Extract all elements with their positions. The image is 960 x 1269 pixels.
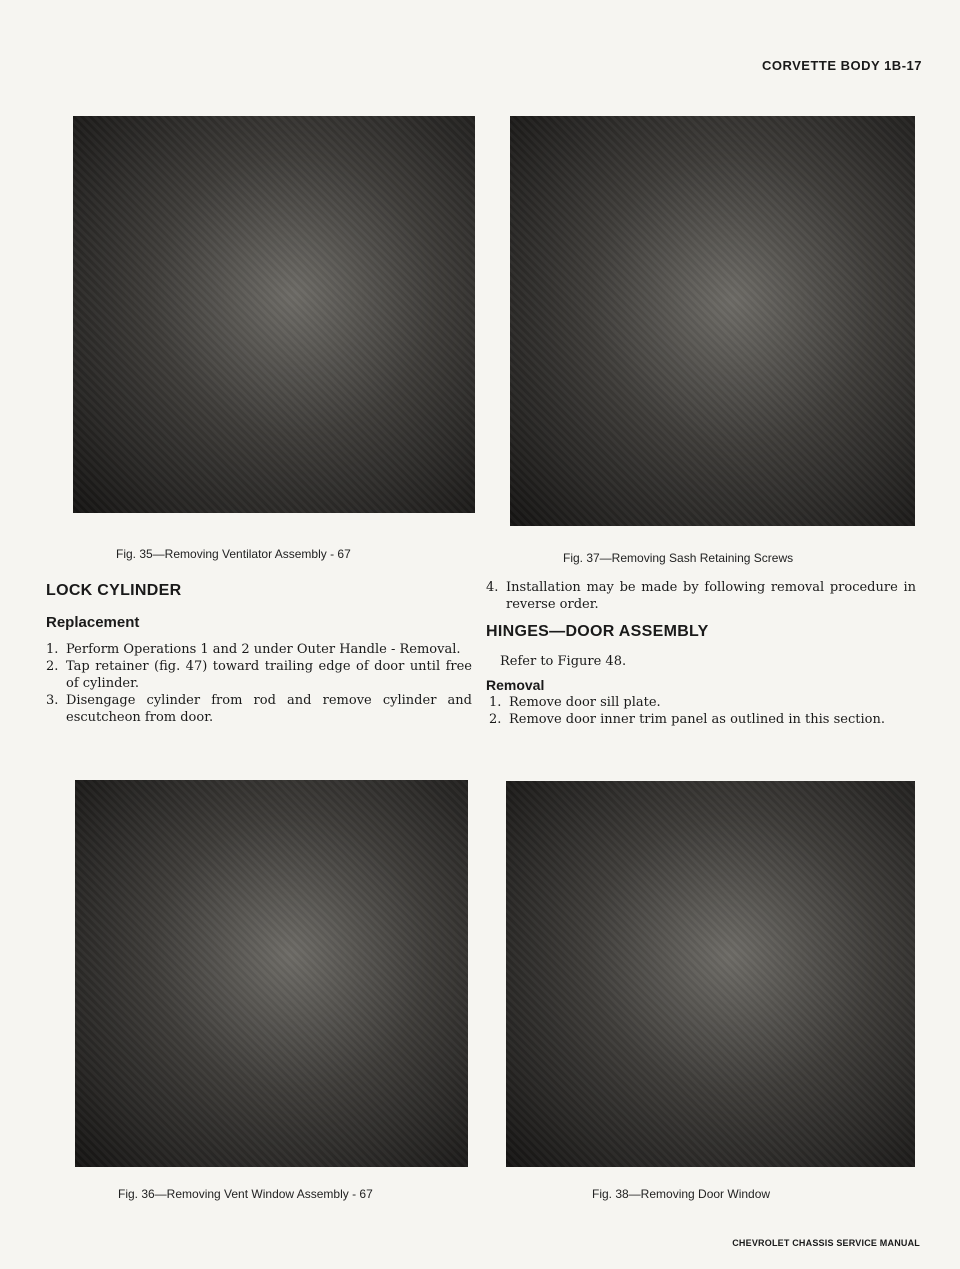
- step-text: Tap retainer (fig. 47) toward trailing edge of door until free of cylinder.: [66, 659, 472, 691]
- section-title-hinges: HINGES—DOOR ASSEMBLY: [486, 623, 709, 640]
- subsection-title-removal: Removal: [486, 677, 545, 693]
- figure-36-photo: [75, 780, 468, 1167]
- page-footer: CHEVROLET CHASSIS SERVICE MANUAL: [732, 1238, 920, 1248]
- figure-35-caption: Fig. 35—Removing Ventilator Assembly - 67: [116, 547, 351, 561]
- figure-35-photo: [73, 116, 475, 513]
- step-number: 2.: [489, 712, 502, 727]
- step-number: 4.: [486, 580, 499, 595]
- step-number: 1.: [489, 695, 502, 710]
- step-item: [46, 641, 472, 658]
- step-text: Disengage cylinder from rod and remove cylinder and escutcheon from door.: [66, 693, 472, 725]
- step-item: [46, 658, 472, 692]
- step-text: Installation may be made by following removal procedure in reverse order.: [506, 580, 916, 612]
- step-text: Perform Operations 1 and 2 under Outer Handle - Removal.: [66, 642, 461, 657]
- lock-cylinder-steps: [46, 641, 472, 726]
- figure-38-caption: Fig. 38—Removing Door Window: [592, 1187, 771, 1201]
- figure-37-caption: Fig. 37—Removing Sash Retaining Screws: [563, 551, 794, 565]
- section-title-lock-cylinder: LOCK CYLINDER: [46, 582, 182, 599]
- step-item: [489, 711, 916, 728]
- continued-steps: [486, 579, 916, 613]
- figure-36-caption: Fig. 36—Removing Vent Window Assembly - 67: [118, 1187, 373, 1201]
- step-number: 1.: [46, 642, 59, 657]
- step-text: Remove door inner trim panel as outlined in this section.: [509, 712, 885, 727]
- step-number: 2.: [46, 659, 59, 674]
- step-number: 3.: [46, 693, 59, 708]
- step-item: [46, 692, 472, 726]
- step-item: [489, 694, 916, 711]
- refer-text: Refer to Figure 48.: [500, 654, 627, 669]
- subsection-title-replacement: Replacement: [46, 614, 140, 631]
- step-text: Remove door sill plate.: [509, 695, 661, 710]
- step-item: [486, 579, 916, 613]
- figure-38-photo: [506, 781, 915, 1167]
- figure-37-photo: [510, 116, 915, 526]
- page-header: CORVETTE BODY 1B-17: [761, 58, 922, 73]
- hinges-removal-steps: [489, 694, 916, 728]
